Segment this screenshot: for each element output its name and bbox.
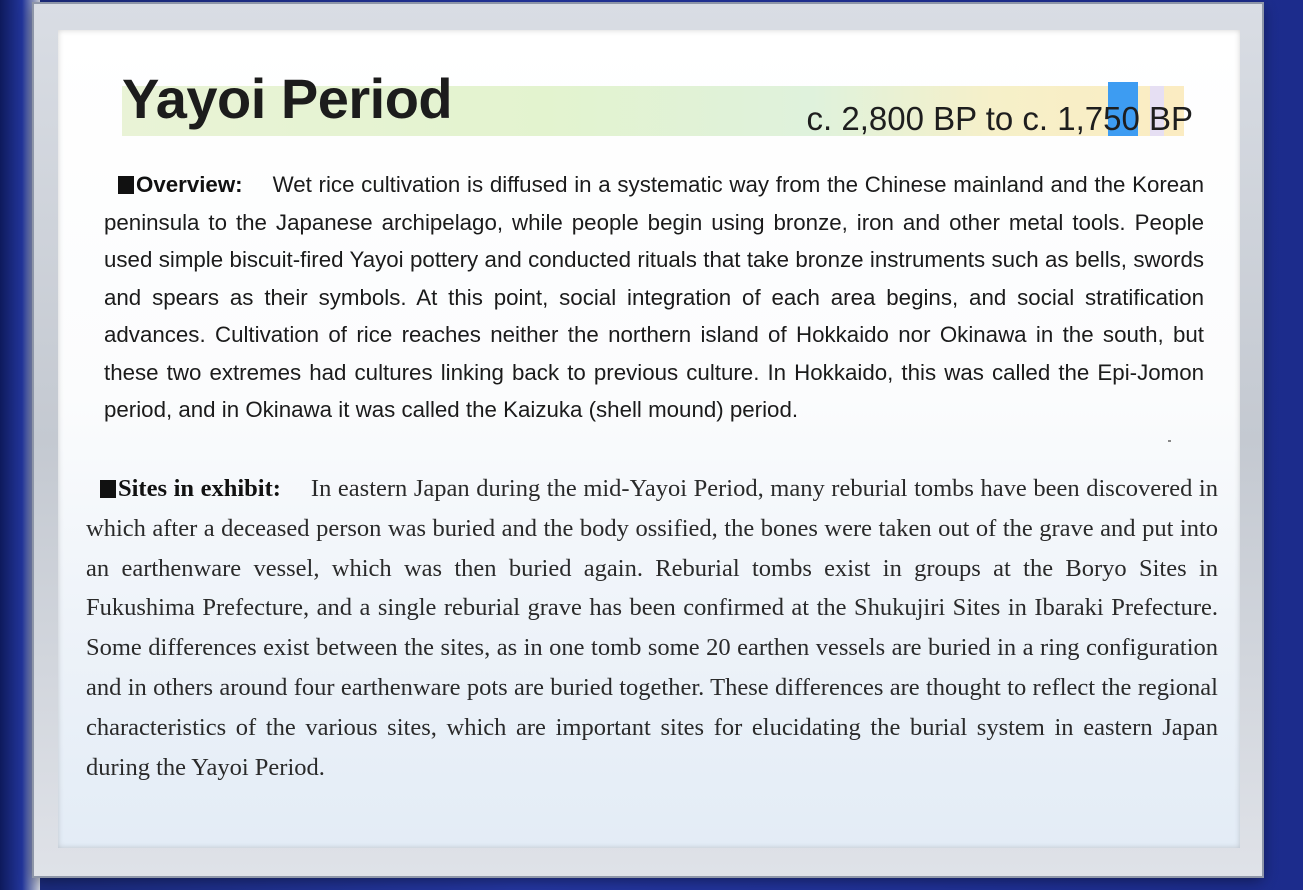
sites-paragraph xyxy=(86,469,1218,787)
sites-heading-wrap xyxy=(86,475,281,502)
square-bullet-icon xyxy=(118,176,134,194)
panel-mark xyxy=(1168,440,1171,442)
overview-heading-wrap xyxy=(104,172,243,197)
date-range: c. 2,800 BP to c. 1,750 BP xyxy=(806,100,1193,137)
overview-heading: Overview: xyxy=(136,172,243,197)
square-bullet-icon xyxy=(100,480,116,498)
overview-paragraph xyxy=(104,166,1204,429)
sign-title: Yayoi Period xyxy=(122,67,453,130)
sites-heading: Sites in exhibit: xyxy=(118,475,281,502)
sites-text: In eastern Japan during the mid-Yayoi Period, many reburial tombs have been discovered in which after a deceased person was buried and the body ossified, the bones were taken out of the grave and put into an earthenware vessel, which was then buried again. Reburial tombs exist in groups at the Boryo Sites in Fukushima Prefecture, and a single reburial grave has been confirmed at the Shukujiri Sites in Ibaraki Prefecture. Some differences exist between the sites, as in one tomb some 20 earthen vessels are buried in a ring configuration and in others around four earthenware pots are buried together. These differences are thought to reflect the regional characteristics of the various sites, which are important sites for elucidating the burial system in eastern Japan during the Yayoi Period. xyxy=(86,475,1218,781)
overview-text: Wet rice cultivation is diffused in a systematic way from the Chinese mainland and the Korean peninsula to the Japanese archipelago, while people begin using bronze, iron and other metal tools. People used simple biscuit-fired Yayoi pottery and conducted rituals that take bronze instruments such as bells, swords and spears as their symbols. At this point, social integration of each area begins, and social stratification advances. Cultivation of rice reaches neither the northern island of Hokkaido nor Okinawa in the south, but these two extremes had cultures linking back to previous culture. In Hokkaido, this was called the Epi-Jomon period, and in Okinawa it was called the Kaizuka (shell mound) period. xyxy=(104,172,1204,422)
